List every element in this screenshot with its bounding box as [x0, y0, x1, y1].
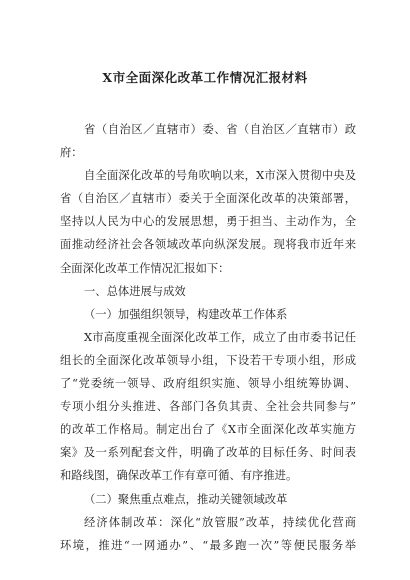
- intro-paragraph-line: 自全面深化改革的号角吹响以来，X市深入贯彻中央及: [84, 169, 356, 183]
- paragraph-line: 和路线图，确保改革工作有章可循、有序推进。: [60, 469, 298, 483]
- intro-paragraph-line: 坚持以人民为中心的发展思想，勇于担当、主动作为，全: [60, 215, 356, 229]
- paragraph-line: 环境，推进“一网通办”、“最多跑一次”等便民服务举: [60, 538, 356, 552]
- paragraph-line: 经济体制改革：深化“放管服”改革，持续优化营商: [84, 515, 356, 529]
- subsection-heading: （一）加强组织领导，构建改革工作体系: [84, 307, 288, 321]
- addressee-line-end: 府：: [60, 146, 83, 160]
- document-body: [60, 118, 356, 557]
- section-heading: 一、总体进展与成效: [84, 284, 186, 298]
- intro-paragraph-line: 全面深化改革工作情况汇报如下：: [60, 261, 230, 275]
- addressee-line: 省（自治区／直辖市）委、省（自治区／直辖市）政: [84, 123, 356, 136]
- subsection-heading: （二）聚焦重点难点，推动关键领域改革: [84, 492, 288, 506]
- paragraph-line: 组长的全面深化改革领导小组，下设若干专项小组，形成: [60, 353, 356, 367]
- paragraph-line: 专项小组分头推进、各部门各负其责、全社会共同参与”: [60, 400, 356, 414]
- intro-paragraph-line: 面推动经济社会各领域改革向纵深发展。现将我市近年来: [60, 238, 356, 252]
- paragraph-line: 案》及一系列配套文件，明确了改革的目标任务、时间表: [60, 446, 356, 460]
- paragraph-line: X市高度重视全面深化改革工作，成立了由市委书记任: [84, 330, 356, 344]
- paragraph-line: 了“党委统一领导、政府组织实施、领导小组统筹协调、: [60, 377, 356, 391]
- intro-paragraph-line: 省（自治区／直辖市）委关于全面深化改革的决策部署，: [60, 192, 356, 206]
- paragraph-line: 的改革工作格局。制定出台了《X市全面深化改革实施方: [60, 423, 356, 437]
- document-title: X市全面深化改革工作情况汇报材料: [102, 70, 308, 85]
